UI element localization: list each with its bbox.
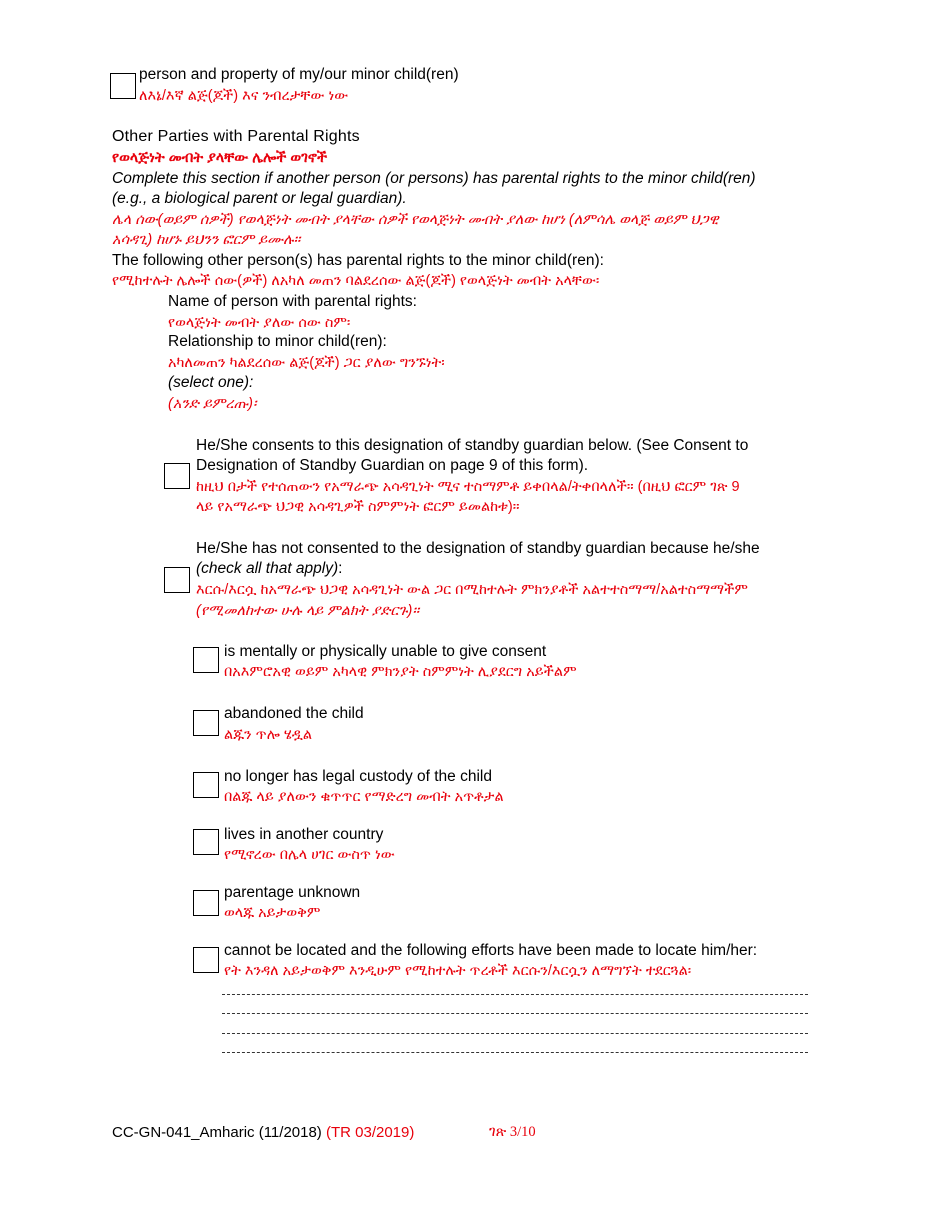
name-of-person-label-amharic: የወላጅነት መብት ያለው ሰው ስም፡ <box>168 315 351 331</box>
instructions-amharic-line-1: ሌላ ሰው(ወይም ሰዎች) የወላጅነት መብት ያላቸው ሰዎች የወላጅነት መብት ያለው ከሆነ (ለምሳሌ ወላጅ ወይም ህጋዊ <box>112 212 719 228</box>
name-of-person-label: Name of person with parental rights: <box>168 293 417 310</box>
consents-line-1: He/She consents to this designation of standby guardian below. (See Consent to <box>196 437 749 454</box>
efforts-write-in-line-3[interactable] <box>222 1033 808 1034</box>
following-persons-label-amharic: የሚከተሉት ሌሎች ሰው(ዎች) ለአካለ መጠን ባልደረሰው ልጅ(ጆች) የወላጅነት መብት አላቸው፡ <box>112 273 600 289</box>
checkbox-consents[interactable] <box>164 463 190 489</box>
page-number: ገጽ 3/10 <box>489 1124 536 1140</box>
reason-parentage-unknown-label: parentage unknown <box>224 884 361 901</box>
relationship-label: Relationship to minor child(ren): <box>168 333 387 350</box>
reason-parentage-unknown-label-amharic: ወላጁ አይታወቅም <box>224 905 321 921</box>
check-all-colon: : <box>338 560 343 577</box>
relationship-label-amharic: አካለመጠን ካልደረሰው ልጅ(ጆች) ጋር ያለው ግንኙነት፡ <box>168 355 445 371</box>
checkbox-person-and-property[interactable] <box>110 73 136 99</box>
check-all-that-apply: (check all that apply) <box>196 560 339 577</box>
reason-another-country-label: lives in another country <box>224 826 384 843</box>
not-consented-line-1: He/She has not consented to the designation of standby guardian because he/she <box>196 540 760 557</box>
consents-amharic-line-2: ላይ የአማራጭ ህጋዊ አሳዳጊዎች ስምምነት ፎርም ይመልከቱ)። <box>196 499 520 515</box>
tr-revision: (TR 03/2019) <box>325 1124 415 1141</box>
efforts-write-in-line-1[interactable] <box>222 994 808 995</box>
reason-abandoned-label-amharic: ልጁን ጥሎ ሄዷል <box>224 727 313 743</box>
instructions-line-2: (e.g., a biological parent or legal guardian). <box>112 190 407 207</box>
person-and-property-label-amharic: ለእኔ/እኛ ልጅ(ጆች) እና ንብረታቸው ነው <box>139 88 349 104</box>
efforts-write-in-line-4[interactable] <box>222 1052 808 1053</box>
checkbox-reason-parentage-unknown[interactable] <box>193 890 219 916</box>
form-id: CC-GN-041_Amharic (11/2018) <box>112 1124 322 1141</box>
reason-another-country-label-amharic: የሚኖረው በሌላ ሀገር ውስጥ ነው <box>224 847 395 863</box>
select-one-label-amharic: (አንድ ይምረጡ)፡ <box>168 396 257 412</box>
section-heading-amharic: የወላጅነት መብት ያላቸው ሌሎች ወገኖች <box>112 150 328 166</box>
consents-amharic-line-1: ከዚህ በታች የተሰጠውን የአማራጭ አሳዳጊነት ሚና ተስማምቶ ይቀበላል/ትቀበላለች። (በዚህ ፎርም ገጽ 9 <box>196 479 740 495</box>
footer <box>112 1123 414 1143</box>
reason-no-custody-label-amharic: በልጁ ላይ ያለውን ቁጥጥር የማድረግ መብት አጥቶታል <box>224 789 504 805</box>
instructions-line-1: Complete this section if another person (or persons) has parental rights to the minor child(ren) <box>112 170 756 187</box>
checkbox-reason-unable[interactable] <box>193 647 219 673</box>
checkbox-not-consented[interactable] <box>164 567 190 593</box>
checkbox-reason-another-country[interactable] <box>193 829 219 855</box>
reason-abandoned-label: abandoned the child <box>224 705 364 722</box>
reason-cannot-be-located-label-amharic: የት እንዳለ አይታወቅም እንዲሁም የሚከተሉት ጥረቶች እርሱን/እርሷን ለማግኘት ተደርጓል፡ <box>224 963 692 979</box>
checkbox-reason-no-custody[interactable] <box>193 772 219 798</box>
section-heading: Other Parties with Parental Rights <box>112 128 360 145</box>
efforts-write-in-line-2[interactable] <box>222 1013 808 1014</box>
not-consented-amharic-line-1: እርሱ/እርሷ ከአማራጭ ህጋዊ አሳዳጊነት ውል ጋር በሚከተሉት ምክንያቶች አልተተስማማ/አልተስማማችም <box>196 582 748 598</box>
consents-line-2: Designation of Standby Guardian on page 9 of this form). <box>196 457 589 474</box>
reason-no-custody-label: no longer has legal custody of the child <box>224 768 492 785</box>
reason-cannot-be-located-label: cannot be located and the following efforts have been made to locate him/her: <box>224 942 758 959</box>
checkbox-reason-cannot-be-located[interactable] <box>193 947 219 973</box>
not-consented-amharic-line-2: (የሚመለከተው ሁሉ ላይ ምልክት ያድርጉ)። <box>196 603 420 619</box>
select-one-label: (select one): <box>168 374 254 391</box>
person-and-property-label: person and property of my/our minor child(ren) <box>139 66 459 83</box>
reason-unable-label: is mentally or physically unable to give consent <box>224 643 547 660</box>
following-persons-label: The following other person(s) has parental rights to the minor child(ren): <box>112 252 604 269</box>
instructions-amharic-line-2: አሳዳጊ) ከሆኑ ይህንን ፎርም ይሙሉ። <box>112 232 301 248</box>
reason-unable-label-amharic: በአእምሮአዊ ወይም አካላዊ ምክንያት ስምምነት ሊያደርግ አይችልም <box>224 664 577 680</box>
checkbox-reason-abandoned[interactable] <box>193 710 219 736</box>
not-consented-line-2 <box>196 559 342 579</box>
